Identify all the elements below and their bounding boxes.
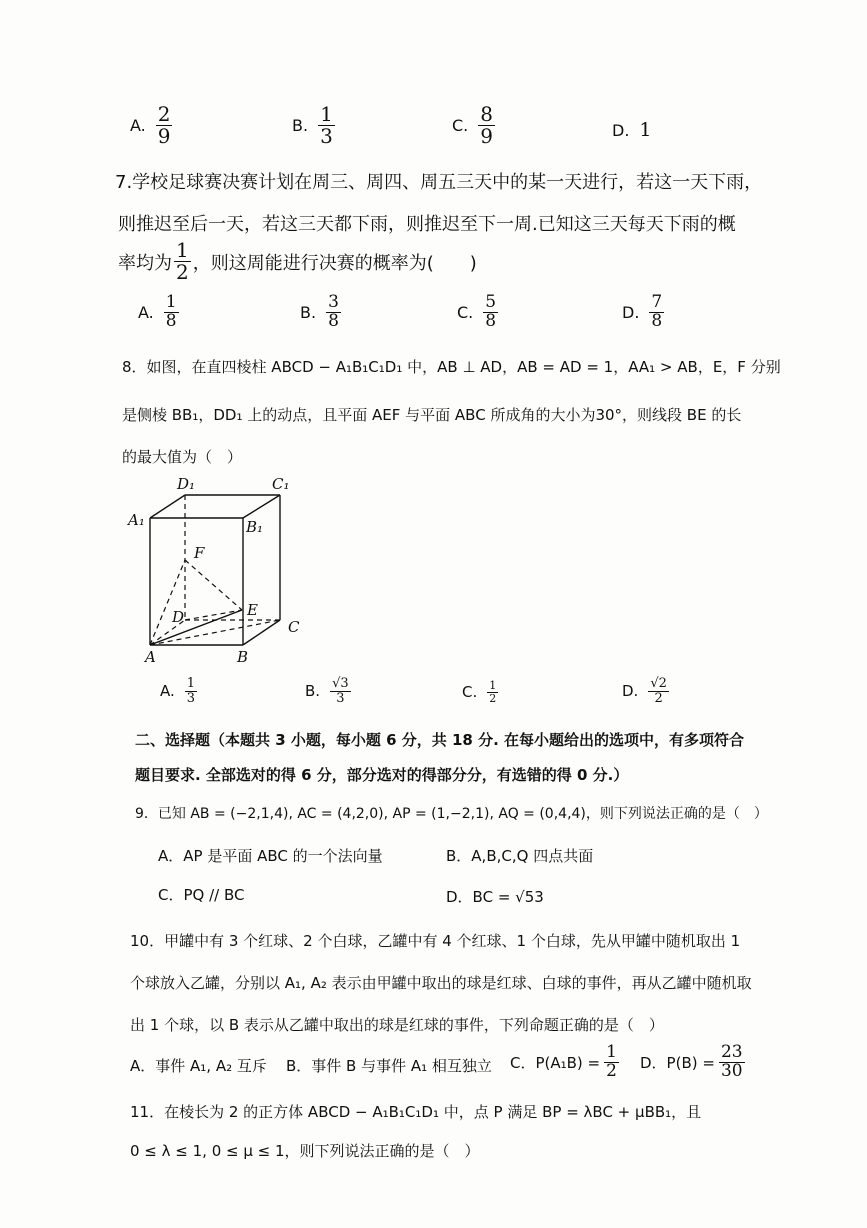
label-c: C (288, 618, 300, 636)
q10-option-d: D．P(B) = $\frac{23}{30}$ (640, 1042, 743, 1081)
q10-option-b: B．事件 B 与事件 A₁ 相互独立 (286, 1057, 492, 1075)
fraction: $\frac{23}{30}$ (720, 1042, 743, 1081)
q8-line-1: 8．如图，在直四棱柱 ABCD − A₁B₁C₁D₁ 中，AB ⊥ AD，AB = AD = 1，AA₁ > AB，E，F 分别 (122, 358, 781, 376)
q7-option-c: C. $\frac{5}{8}$ (457, 292, 497, 331)
q10-line-1: 10．甲罐中有 3 个红球、2 个白球，乙罐中有 4 个红球、1 个白球，先从甲罐中随机取出 1 (130, 932, 741, 950)
q10-option-c: C．P(A₁B) = $\frac{1}{2}$ (510, 1042, 617, 1081)
q10-line-2: 个球放入乙罐，分别以 A₁, A₂ 表示由甲罐中取出的球是红球、白球的事件，再从乙罐中随机取 (130, 974, 752, 992)
label-d: D (172, 608, 185, 626)
fraction: $\frac{3}{8}$ (328, 292, 339, 331)
label-a: A (145, 648, 156, 666)
q10-option-a: A．事件 A₁, A₂ 互斥 (130, 1057, 267, 1075)
q8-option-b: B. $\frac{√3}{3}$ (305, 676, 349, 706)
q9-option-b: B．A,B,C,Q 四点共面 (446, 847, 594, 865)
q7-line-1: 7.学校足球赛决赛计划在周三、周四、周五三天中的某一天进行，若这一天下雨， (115, 172, 763, 193)
q7-line-3: 率均为 $\frac{1}{2}$ ，则这周能进行决赛的概率为( ) (118, 238, 477, 284)
edge-b1c1 (243, 495, 280, 518)
q9-option-d: D．BC = √53 (446, 888, 544, 906)
q8-option-d: D. $\frac{√2}{2}$ (622, 676, 667, 706)
section-2-line-2: 题目要求. 全部选对的得 6 分，部分选对的得部分分，有选错的得 0 分.） (135, 766, 629, 784)
q9-stem: 9．已知 AB = (−2,1,4), AC = (4,2,0), AP = (1,−2,1), AQ = (0,4,4)，则下列说法正确的是（ ） (135, 806, 768, 822)
q11-line-1: 11．在棱长为 2 的正方体 ABCD − A₁B₁C₁D₁ 中，点 P 满足 BP = λBC + μBB₁，且 (130, 1103, 702, 1121)
edge-bc (243, 620, 280, 645)
section-2-line-1: 二、选择题（本题共 3 小题，每小题 6 分，共 18 分. 在每小题给出的选项中，有多项符合 (135, 731, 745, 749)
label-a1: A₁ (128, 511, 145, 529)
q6-option-b: B. $\frac{1}{3}$ (292, 102, 333, 148)
label-b: B (237, 648, 249, 666)
q6-option-c: C. $\frac{8}{9}$ (452, 102, 493, 148)
label-d1: D₁ (177, 475, 196, 493)
fraction: $\frac{√2}{2}$ (650, 676, 667, 706)
fraction: $\frac{1}{2}$ (176, 238, 189, 284)
prism-figure (120, 470, 320, 670)
q9-option-c: C．PQ // BC (158, 886, 245, 904)
fraction: $\frac{1}{8}$ (165, 292, 177, 331)
fraction: $\frac{8}{9}$ (480, 102, 493, 148)
edge-a1d1 (150, 495, 185, 518)
fraction: $\frac{7}{8}$ (651, 292, 663, 331)
q7-line-2: 则推迟至后一天，若这三天都下雨，则推迟至下一周.已知这三天每天下雨的概 (118, 214, 736, 235)
fraction: $\frac{2}{9}$ (157, 102, 171, 148)
q7-option-b: B. $\frac{3}{8}$ (300, 292, 339, 331)
edge-de-hidden (185, 610, 242, 620)
q7-option-d: D. $\frac{7}{8}$ (622, 292, 663, 331)
fraction: $\frac{5}{8}$ (485, 292, 497, 331)
edge-ae (150, 610, 242, 645)
label-b1: B₁ (246, 518, 264, 536)
q9-option-a: A．AP 是平面 ABC 的一个法向量 (158, 847, 383, 865)
q6-option-d: D. 1 (612, 119, 652, 141)
q10-line-3: 出 1 个球，以 B 表示从乙罐中取出的球是红球的事件，下列命题正确的是（ ） (130, 1016, 664, 1034)
q6-option-a: A. $\frac{2}{9}$ (130, 102, 171, 148)
fraction: $\frac{1}{3}$ (320, 102, 333, 148)
label-c1: C₁ (272, 475, 290, 493)
q11-line-2: 0 ≤ λ ≤ 1, 0 ≤ μ ≤ 1，则下列说法正确的是（ ） (130, 1142, 480, 1160)
q7-option-a: A. $\frac{1}{8}$ (138, 292, 177, 331)
fraction: $\frac{1}{3}$ (186, 676, 196, 706)
q8-line-3: 的最大值为（ ） (122, 448, 243, 466)
edge-fe-hidden (185, 560, 242, 610)
label-e: E (247, 601, 258, 619)
fraction: $\frac{√3}{3}$ (332, 676, 349, 706)
label-f: F (194, 544, 205, 562)
fraction: $\frac{1}{2}$ (489, 679, 497, 705)
q8-option-c: C. $\frac{1}{2}$ (462, 679, 497, 705)
q8-option-a: A. $\frac{1}{3}$ (160, 676, 196, 706)
fraction: $\frac{1}{2}$ (606, 1042, 617, 1081)
q8-line-2: 是侧棱 BB₁，DD₁ 上的动点，且平面 AEF 与平面 ABC 所成角的大小为30°，则线段 BE 的长 (122, 406, 742, 424)
